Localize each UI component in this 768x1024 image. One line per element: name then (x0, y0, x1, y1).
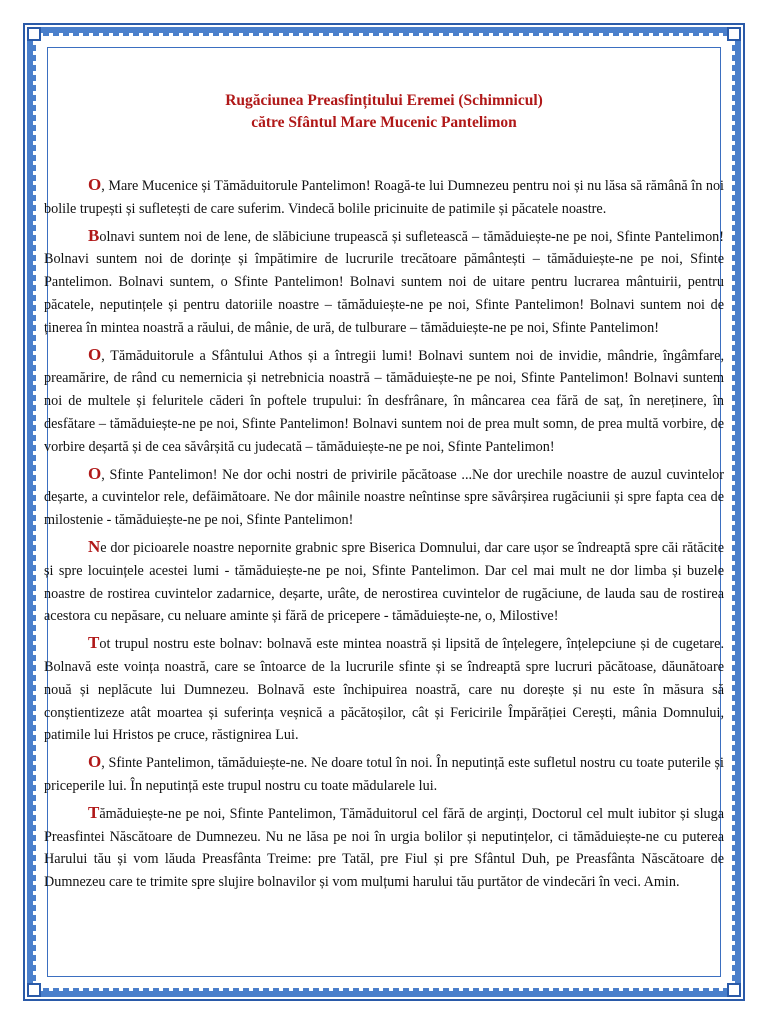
paragraph (44, 536, 724, 628)
drop-initial: B (88, 225, 100, 245)
paragraph (44, 174, 724, 221)
drop-initial: O (88, 463, 102, 483)
paragraph (44, 802, 724, 894)
paragraph-text: olnavi suntem noi de lene, de slăbiciune trupească și sufletească – tămăduiește-ne pe noi, Sfinte Pantelimon! Bolnavi suntem noi de dorințe și împătimire de lucrurile trecătoare pământești – tămăduiește-ne pe noi, Sfinte Pantelimon. Bolnavi suntem, o Sfinte Pantelimon! Bolnavi suntem noi de uitare pentru lucrarea mântuirii, pentru păcatele, neputințele și pentru datoriile noastre – tămăduiește-ne pe noi, Sfinte Pantelimon! Bolnavi suntem noi de ținerea în mintea noastră a răului, de mânie, de ură, de tulburare – tămăduiește-ne pe noi, Sfinte Pantelimon! (44, 228, 724, 336)
paragraph-text: , Sfinte Pantelimon, tămăduiește-ne. Ne doare totul în noi. În neputință este sufletul nostru cu toate puterile și priceperile lui. În neputință este trupul nostru cu toate mădularele lui. (44, 755, 724, 794)
paragraph (44, 751, 724, 798)
drop-initial: O (88, 752, 102, 772)
title-line-2: către Sfântul Mare Mucenic Pantelimon (251, 114, 517, 131)
prayer-title (44, 90, 724, 134)
title-line-1: Rugăciunea Preasfințitului Eremei (Schimnicul) (225, 92, 543, 109)
paragraph-text: , Mare Mucenice și Tămăduitorule Pantelimon! Roagă-te lui Dumnezeu pentru noi și nu lăsa să rămână în noi bolile trupești și sufletești de care suferim. Vindecă bolile pricinuite de patimile și păcatele noastre. (44, 178, 724, 217)
paragraph (44, 225, 724, 340)
paragraph (44, 344, 724, 459)
paragraph (44, 463, 724, 532)
paragraph-text: ămăduiește-ne pe noi, Sfinte Pantelimon, Tămăduitorul cel fără de arginți, Doctorul cel mult iubitor și sluga Preasfintei Născătoare de Dumnezeu. Nu ne lăsa pe noi în urgia bolilor și neputințelor, ci tămăduiește-ne cu puterea Harului tău și vom lăuda Preasfânta Treime: pre Tatăl, pre Fiul și pre Sfântul Duh, pe Preasfânta Născătoare de Dumnezeu care te trimite spre slujire bolnavilor și vom mulțumi harului tău purtător de vindecări în veci. Amin. (44, 805, 724, 891)
border-corner-ornament (27, 27, 41, 41)
paragraph-text: ot trupul nostru este bolnav: bolnavă este mintea noastră și lipsită de înțelegere, înțelepciune și de cugetare. Bolnavă este voința noastră, care se întoarce de la lucrurile sfinte și se îndreaptă spre lucruri păcătoase, dăunătoare nouă și neplăcute lui Dumnezeu. Bolnavă este închipuirea noastră, care nu dorește și nu este în măsura să conștientizeze atât moartea și suferința veșnică a păcătoșilor, cât și Fericirile Împărăției Cerești, mânia Domnului, patimile lui Hristos pe cruce, răstignirea Lui. (44, 636, 724, 744)
paragraph-text: , Sfinte Pantelimon! Ne dor ochi nostri de privirile păcătoase ...Ne dor urechile noastre de auzul cuvintelor deșarte, a cuvintelor rele, defăimătoare. Ne dor mâinile noastre neîntinse spre săvârșirea rugăciunii și spre fapta cea de milostenie - tămăduiește-ne pe noi, Sfinte Pantelimon! (44, 466, 724, 529)
drop-initial: O (88, 175, 102, 194)
drop-initial: O (88, 344, 102, 364)
document-body (44, 90, 724, 898)
paragraph-text: , Tămăduitorule a Sfântului Athos și a întregii lumi! Bolnavi suntem noi de invidie, mândrie, îngâmfare, preamărire, de rând cu nemernicia și netrebnicia noastră – tămăduiește-ne pe noi, Sfinte Pantelimon! Bolnavi suntem noi de multele și feluritele căderi în poftele trupului: în desfrânare, în mâncarea cea fără de saț, în nereținere, în desfătare – tămăduiește-ne pe noi, Sfinte Pantelimon! Bolnavi suntem noi de prea mult somn, de prea multă vorbire, de vorbire deșartă și de cea săvârșită cu judecată – tămăduiește-ne pe noi, Sfinte Pantelimon! (44, 347, 724, 455)
drop-initial: N (88, 536, 101, 556)
border-corner-ornament (27, 983, 41, 997)
drop-initial: T (88, 802, 100, 822)
drop-initial: T (88, 633, 100, 653)
border-corner-ornament (727, 27, 741, 41)
border-corner-ornament (727, 983, 741, 997)
paragraph (44, 632, 724, 747)
paragraph-text: e dor picioarele noastre nepornite grabnic spre Biserica Domnului, dar care ușor se îndreaptă spre căi rătăcite și spre locuințele acestei lumi - tămăduiește-ne pe noi, Sfinte Pantelimon. Dar cel mai mult ne dor limba și buzele noastre de rostirea cuvintelor zadarnice, deșarte, urâte, de nerostirea cuvintelor de rugăciune, de lauda sau de rostirea acestora cu nepăsare, cu neluare aminte și fără de pricepere - tămăduiește-ne, o, Milostive! (44, 539, 724, 625)
